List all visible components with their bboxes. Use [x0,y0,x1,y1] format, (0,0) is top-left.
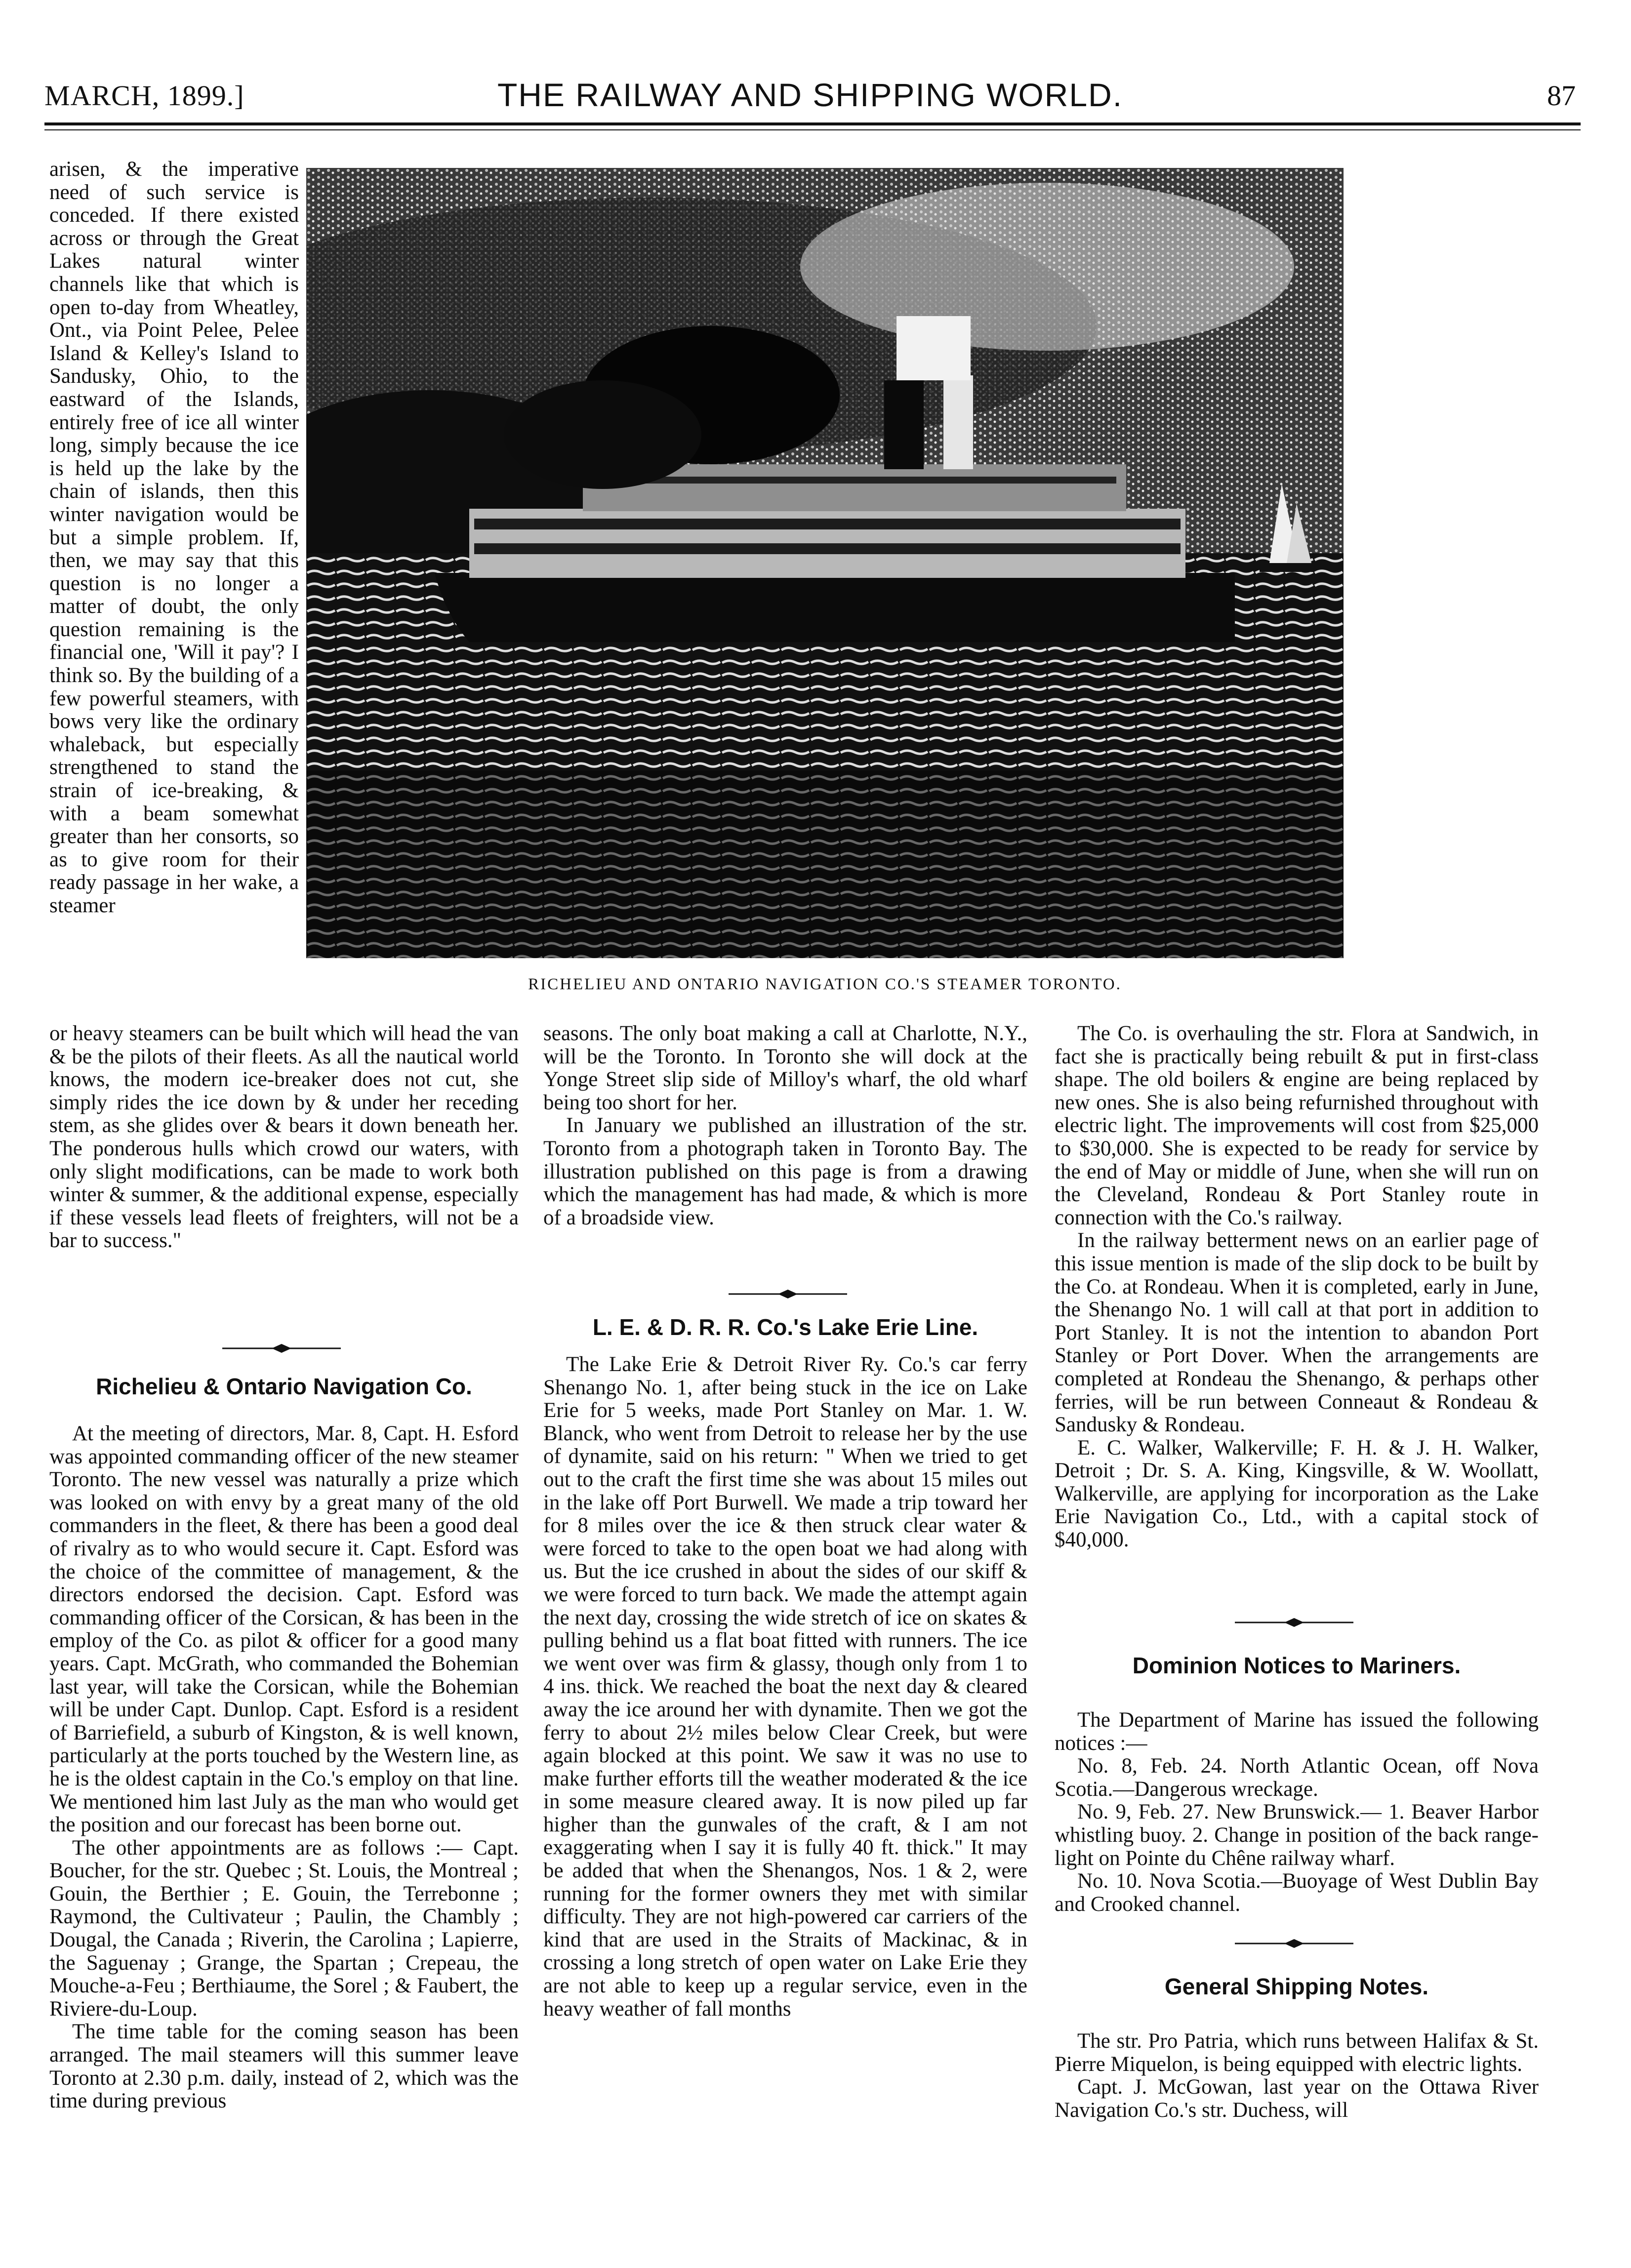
issue-date: MARCH, 1899.] [44,80,245,112]
steamer-drawing [306,168,1344,958]
intro-paragraph: arisen, & the imperative need of such service is conceded. If there existed across or through the Great Lakes natural winter channels like that which is open to-day from Wheatley, Ont., via Point Pelee, Pelee Island & Kelley's Island to Sandusky, Ohio, to the eastward of the Islands, entirely free of ice all winter long, simply because the ice is held up the lake by the chain of islands, then this winter navigation would be but a simple problem. If, then, we may say that this question is no longer a matter of doubt, the only question remaining is the financial one, 'Will it pay'? I think so. By the building of a few powerful steamers, with bows very like the ordinary whaleback, but especially strengthened to stand the strain of ice-breaking, & with a beam somewhat greater than her consorts, so as to give room for their ready passage in her wake, a steamer [49,158,299,917]
lake-erie-paragraph-1: The Lake Erie & Detroit River Ry. Co.'s car ferry Shenango No. 1, after being stuck in the ice on Lake Erie for 5 weeks, made Port Stanley on Mar. 1. W. Blanck, who went from Detroit to release her by the use of dynamite, said on his return: " When we tried to get out to the craft the first time she was about 15 miles out in the lake off Port Burwell. We made a trip toward her for 8 miles over the ice & then struck clear water & were forced to take to the open boat we had along with us. But the ice crushed in about the sides of our skiff & we were forced to turn back. We made the attempt again the next day, crossing the wide stretch of ice on skates & pulling behind us a flat boat fitted with runners. The ice we went over was firm & glassy, though only from 1 to 4 ins. thick. We reached the boat the next day & cleared away the ice around her with dynamite. Then we got the ferry to about 2½ miles below Clear Creek, but were again blocked at this point. We saw it was no use to make further efforts till the weather moderated & the ice in some measure cleared away. It is now piled up far higher than the gunwales of the craft, & I am not exaggerating when I say it is fully 40 ft. thick." It may be added that when the Shenangos, Nos. 1 & 2, were running for the former owners they met with similar difficulty. They are not high-powered car carriers of the kind that are used in the Straits of Mackinac, & in crossing a long stretch of open water on Lake Erie they are not able to keep up a regular service, even in the heavy weather of fall months [543,1353,1027,2021]
richelieu-paragraph-2: The other appointments are as follows :— Capt. Boucher, for the str. Quebec ; St. Louis, the Montreal ; Gouin, the Berthier ; E. Gouin, the Terrebonne ; Raymond, the Cultivateur ; Paulin, the Chambly ; Dougal, the Canada ; Riverin, the Carolina ; Lapierre, the Saguenay ; Grange, the Spartan ; Crepeau, the Mouche-a-Feu ; Berthiaume, the Sorel ; & Faubert, the Riviere-du-Loup. [49,1836,519,2021]
dominion-paragraph-4: No. 10. Nova Scotia.—Buoyage of West Dublin Bay and Crooked channel. [1055,1869,1539,1916]
richelieu-text-continued [543,1022,1027,1229]
lake-erie-paragraph-4: E. C. Walker, Walkerville; F. H. & J. H. Walker, Detroit ; Dr. S. A. King, Kingsville, & W. Woollatt, Walkerville, are applying for incorporation as the Lake Erie Navigation Co., Ltd., with a capital stock of $40,000. [1055,1436,1539,1552]
header-rule-thin [44,129,1581,130]
richelieu-heading: Richelieu & Ontario Navigation Co. [96,1374,472,1399]
dominion-paragraph-3: No. 9, Feb. 27. New Brunswick.— 1. Beaver Harbor whistling buoy. 2. Change in position of the back range-light on Pointe du Chêne railway wharf. [1055,1800,1539,1870]
dominion-text [1055,1709,1539,1916]
section-ornament [729,1287,847,1301]
dominion-paragraph-2: No. 8, Feb. 24. North Atlantic Ocean, off Nova Scotia.—Dangerous wreckage. [1055,1754,1539,1801]
richelieu-paragraph-5: In January we published an illustration of the str. Toronto from a photograph taken in Toronto Bay. The illustration published on this page is from a drawing which the management has had made, & which is more of a broadside view. [543,1114,1027,1229]
lake-erie-text [543,1353,1027,2021]
journal-title: THE RAILWAY AND SHIPPING WORLD. [497,77,1123,113]
lake-erie-text-continued [1055,1022,1539,1552]
richelieu-paragraph-1: At the meeting of directors, Mar. 8, Capt. H. Esford was appointed commanding officer of the new steamer Toronto. The new vessel was naturally a prize which was looked on with envy by a great many of the old commanders in the fleet, & there has been a good deal of rivalry as to who would secure it. Capt. Esford was the choice of the committee of management, & the directors endorsed the decision. Capt. Esford was commanding officer of the Corsican, & has been in the employ of the Co. as pilot & officer for a good many years. Capt. McGrath, who commanded the Bohemian last year, will take the Corsican, while the Bohemian will be under Capt. Dunlop. Capt. Esford is a resident of Barriefield, a suburb of Kingston, & is well known, particularly at the ports touched by the Western line, as he is the oldest captain in the Co.'s employ on that line. We mentioned him last July as the man who would get the position and our forecast has been borne out. [49,1422,519,1837]
richelieu-paragraph-4: seasons. The only boat making a call at Charlotte, N.Y., will be the Toronto. In Toronto she will dock at the Yonge Street slip side of Milloy's wharf, the old wharf being too short for her. [543,1022,1027,1114]
dominion-paragraph-1: The Department of Marine has issued the following notices :— [1055,1708,1539,1755]
page-number: 87 [1547,80,1576,112]
section-ornament [1235,1936,1353,1951]
general-paragraph-1: The str. Pro Patria, which runs between Halifax & St. Pierre Miquelon, is being equipped with electric lights. [1055,2029,1539,2076]
intro-paragraph-continued: or heavy steamers can be built which will head the van & be the pilots of their fleets. As all the nautical world knows, the modern ice-breaker does not cut, she simply rides the ice down by & under her receding stem, as she glides over & bears it down beneath her. The ponderous hulls which crowd our waters, with only slight modifications, can be made to work both winter & summer, & the additional expense, especially if these vessels lead fleets of freighters, will not be a bar to success." [49,1022,519,1253]
dominion-heading: Dominion Notices to Mariners. [1132,1653,1461,1678]
lake-erie-paragraph-2: The Co. is overhauling the str. Flora at Sandwich, in fact she is practically being rebuilt & put in first-class shape. The old boilers & engine are being replaced by new ones. She is also being refurnished throughout with electric light. The improvements will cost from $25,000 to $30,000. She is expected to be ready for service by the end of May or middle of June, when she will run on the Cleveland, Rondeau & Port Stanley route in connection with the Co.'s railway. [1055,1022,1539,1229]
intro-text-bottom [49,1022,519,1253]
general-paragraph-2: Capt. J. McGowan, last year on the Ottawa River Navigation Co.'s str. Duchess, will [1055,2075,1539,2122]
general-shipping-heading: General Shipping Notes. [1164,1974,1429,1999]
lake-erie-paragraph-3: In the railway betterment news on an earlier page of this issue mention is made of the slip dock to be built by the Co. at Rondeau. When it is completed, early in June, the Shenango No. 1 will call at that port in addition to Port Stanley. It is not the intention to abandon Port Stanley or Port Dover. When the arrangements are completed at Rondeau the Shenango, & perhaps other ferries, will be run between Conneaut & Rondeau & Sandusky & Rondeau. [1055,1229,1539,1437]
section-ornament [1235,1615,1353,1630]
intro-text-top [49,158,299,918]
general-shipping-text [1055,2030,1539,2122]
steamer-illustration [306,168,1344,958]
running-head [44,59,1576,114]
lake-erie-heading: L. E. & D. R. R. Co.'s Lake Erie Line. [592,1314,979,1340]
richelieu-paragraph-3: The time table for the coming season has been arranged. The mail steamers will this summer leave Toronto at 2.30 p.m. daily, instead of 2, which was the time during previous [49,2020,519,2113]
richelieu-text [49,1422,519,2113]
header-rule [44,122,1581,125]
figure-caption: RICHELIEU AND ONTARIO NAVIGATION CO.'S STEAMER TORONTO. [528,975,1122,993]
section-ornament [222,1341,341,1356]
